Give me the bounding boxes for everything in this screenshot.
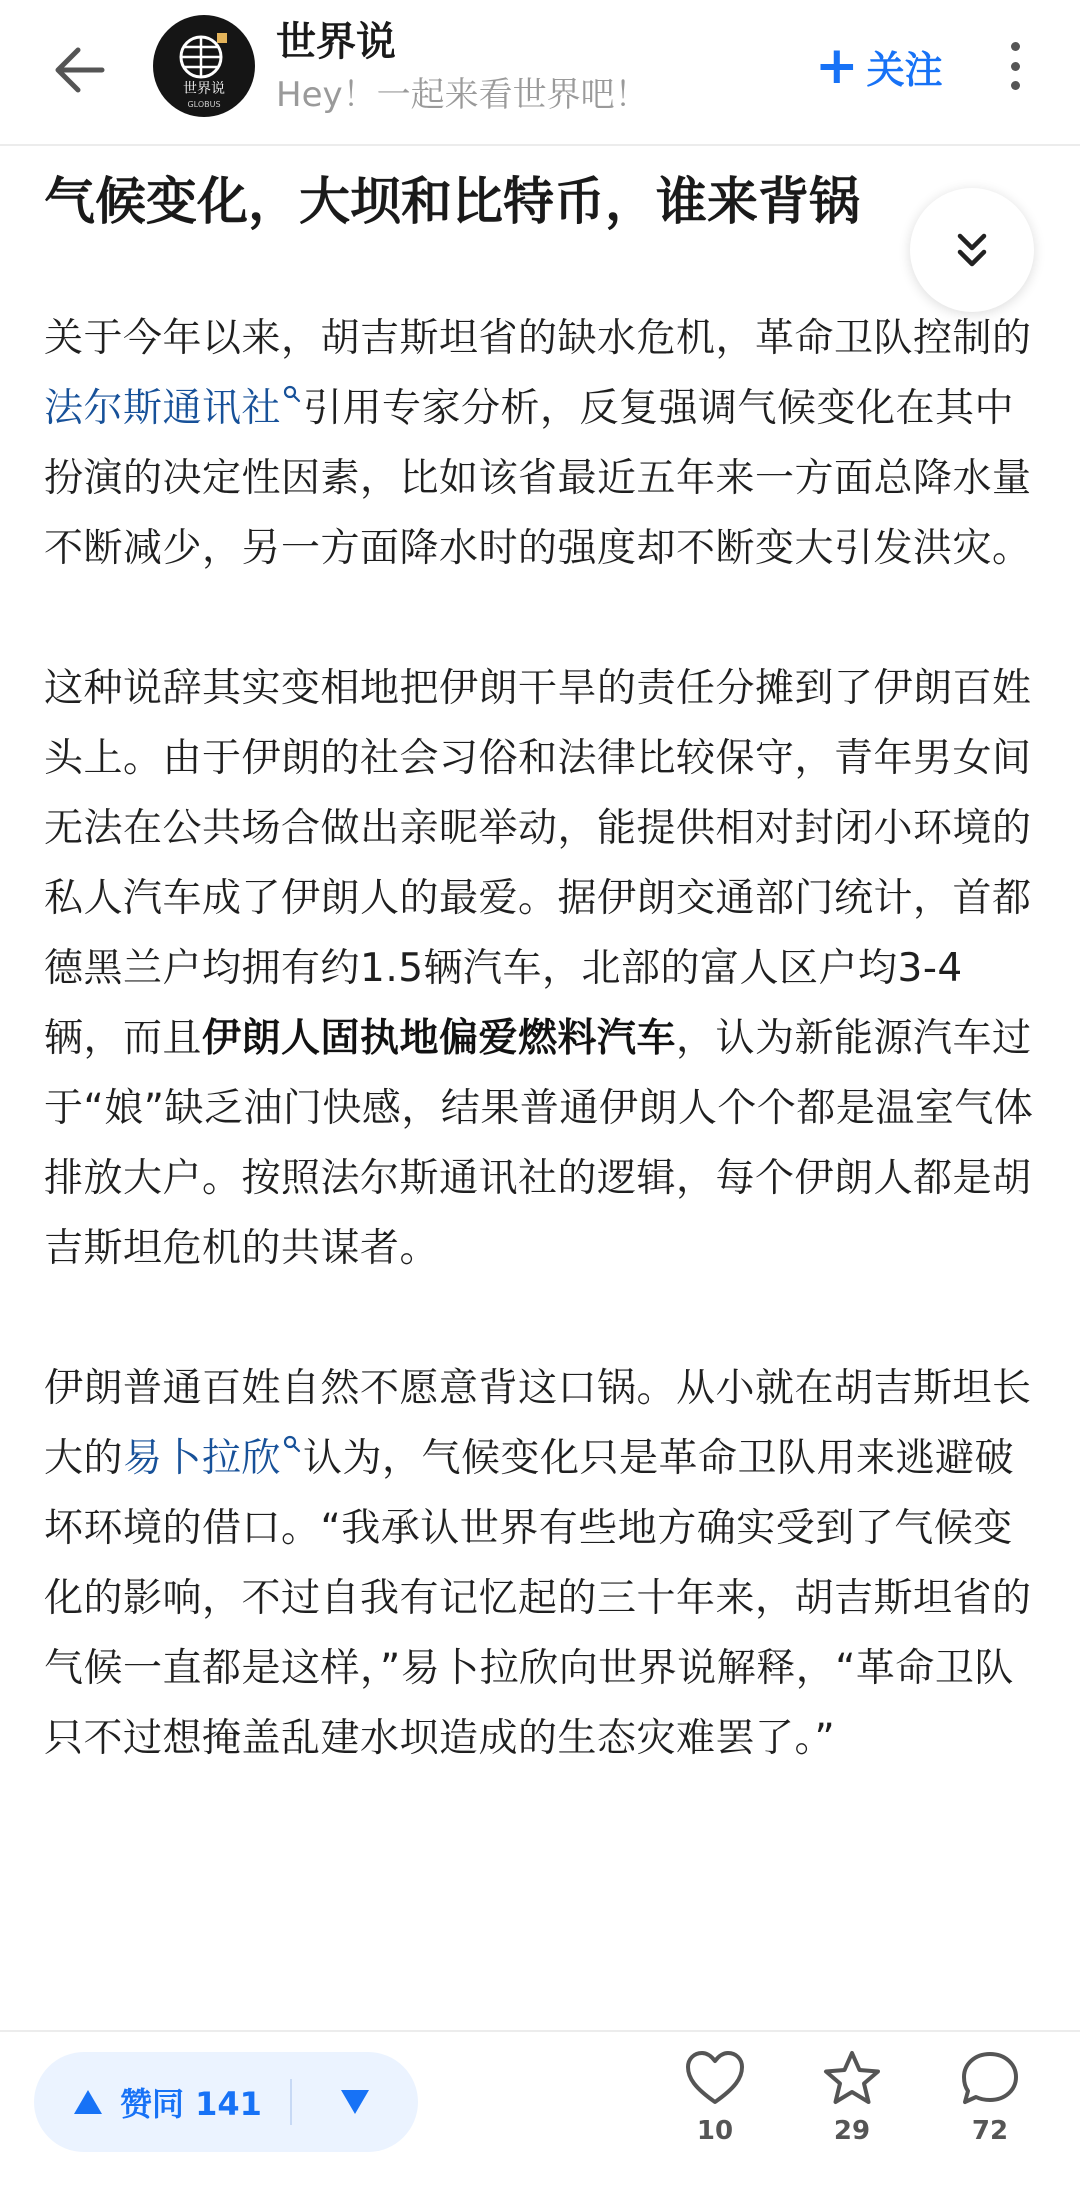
downvote-button[interactable] xyxy=(292,2052,418,2152)
article-title: 气候变化，大坝和比特币，谁来背锅 xyxy=(44,173,861,232)
author-subtitle: Hey！一起来看世界吧！ xyxy=(276,75,649,115)
bold-text: 伊朗人固执地偏爱燃料汽车 xyxy=(202,1016,677,1061)
paragraph: 这种说辞其实变相地把伊朗干旱的责任分摊到了伊朗百姓头上。由于伊朗的社会习俗和法律比较保守，青年男女间无法在公共场合做出亲昵举动，能提供相对封闭小环境的私人汽车成了伊朗人的最爱。据伊朗交通部门统计，首都德黑兰户均拥有约1.5辆汽车，北部的富人区户均3-4辆，而且伊朗人固执地偏爱燃料汽车，认为新能源汽车过于“娘”缺乏油门快感，结果普通伊朗人个个都是温室气体排放大户。按照法尔斯通讯社的逻辑，每个伊朗人都是胡吉斯坦危机的共谋者。 xyxy=(44,666,1034,1271)
favorite-button[interactable] xyxy=(797,2050,907,2170)
top-header xyxy=(0,0,1080,146)
article-content xyxy=(44,304,1036,1844)
comment-bubble-icon xyxy=(960,2050,1020,2106)
dot-icon xyxy=(1011,42,1020,51)
more-options-button[interactable] xyxy=(995,36,1035,96)
triangle-up-icon xyxy=(72,2088,104,2116)
author-avatar[interactable] xyxy=(153,15,255,117)
svg-text:GLOBUS: GLOBUS xyxy=(187,100,221,109)
comment-button[interactable] xyxy=(935,2050,1045,2170)
bottom-action-bar xyxy=(0,2030,1080,2188)
link-fars-news[interactable]: 法尔斯通讯社 xyxy=(44,386,282,431)
arrow-left-icon xyxy=(54,46,106,94)
follow-button[interactable] xyxy=(815,36,943,96)
triangle-down-icon xyxy=(339,2088,371,2116)
heart-icon xyxy=(685,2050,745,2106)
author-name[interactable]: 世界说 xyxy=(276,19,396,65)
svg-text:世界说: 世界说 xyxy=(183,81,225,97)
search-icon[interactable] xyxy=(283,1435,301,1457)
like-button[interactable] xyxy=(660,2050,770,2170)
like-count: 10 xyxy=(696,2116,734,2146)
globe-logo-icon xyxy=(153,15,255,117)
collapse-button[interactable] xyxy=(910,188,1034,312)
paragraph: 关于今年以来，胡吉斯坦省的缺水危机，革命卫队控制的法尔斯通讯社 引用专家分析，反复强调气候变化在其中扮演的决定性因素，比如该省最近五年来一方面总降水量不断减少，另一方面降水时的强度却不断变大引发洪灾。 xyxy=(44,316,1032,571)
comment-count: 72 xyxy=(971,2116,1009,2146)
upvote-button[interactable] xyxy=(34,2052,290,2152)
back-button[interactable] xyxy=(40,30,120,110)
favorite-count: 29 xyxy=(833,2116,871,2146)
double-chevron-down-icon xyxy=(954,230,990,270)
plus-icon: + xyxy=(815,36,859,96)
upvote-label: 赞同 141 xyxy=(120,2085,262,2123)
follow-label: 关注 xyxy=(866,47,943,92)
vote-group xyxy=(34,2052,418,2152)
search-icon[interactable] xyxy=(283,385,301,407)
dot-icon xyxy=(1011,81,1020,90)
star-icon xyxy=(822,2050,882,2106)
dot-icon xyxy=(1011,62,1020,71)
link-ibrahim[interactable]: 易卜拉欣 xyxy=(123,1436,282,1481)
paragraph: 伊朗普通百姓自然不愿意背这口锅。从小就在胡吉斯坦长大的易卜拉欣 认为，气候变化只是革命卫队用来逃避破坏环境的借口。“我承认世界有些地方确实受到了气候变化的影响，不过自我有记忆起的三十年来，胡吉斯坦省的气候一直都是这样，”易卜拉欣向世界说解释，“革命卫队只不过想掩盖乱建水坝造成的生态灾难罢了。” xyxy=(44,1366,1032,1761)
